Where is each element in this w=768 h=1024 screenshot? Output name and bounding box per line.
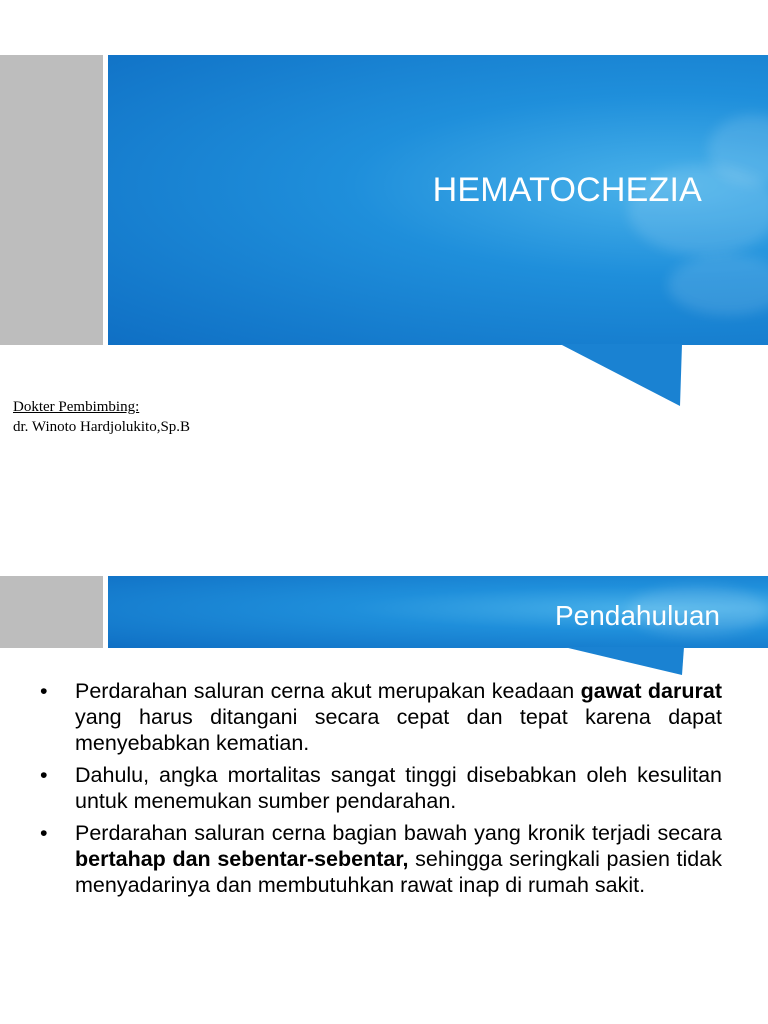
content-slide: [0, 576, 768, 976]
bullet-dot: •: [40, 679, 48, 703]
speech-bubble-tail: [564, 647, 684, 677]
section-banner: [108, 576, 768, 648]
bullet-list: [40, 678, 722, 904]
title-banner: [108, 55, 768, 345]
list-item: • Perdarahan saluran cerna bagian bawah yang kronik terjadi secara bertahap dan sebentar-sebentar, sehingga seringkali pasien tidak menyadarinya dan membutuhkan rawat inap di rumah sakit.: [40, 821, 722, 897]
supervisor-name: dr. Winoto Hardjolukito,Sp.B: [13, 419, 191, 435]
bullet-dot: •: [40, 821, 48, 845]
grey-accent-block: [0, 55, 103, 345]
list-item: • Perdarahan saluran cerna akut merupakan keadaan gawat darurat yang harus ditangani secara cepat dan tepat karena dapat menyebabkan kematian.: [40, 679, 722, 755]
grey-accent-block: [0, 576, 103, 648]
title-slide: [0, 55, 768, 500]
speech-bubble-tail: [560, 344, 682, 408]
supervisor-label: Dokter Pembimbing:: [13, 399, 140, 415]
supervisor-block: [13, 397, 190, 437]
bullet-dot: •: [40, 763, 48, 787]
presentation-title: HEMATOCHEZIA: [432, 171, 702, 209]
emphasis-text: bertahap dan sebentar-sebentar,: [75, 847, 409, 871]
section-title: Pendahuluan: [554, 600, 720, 631]
emphasis-text: gawat darurat: [580, 679, 722, 703]
list-item: • Dahulu, angka mortalitas sangat tinggi disebabkan oleh kesulitan untuk menemukan sumber pendarahan.: [40, 763, 722, 813]
